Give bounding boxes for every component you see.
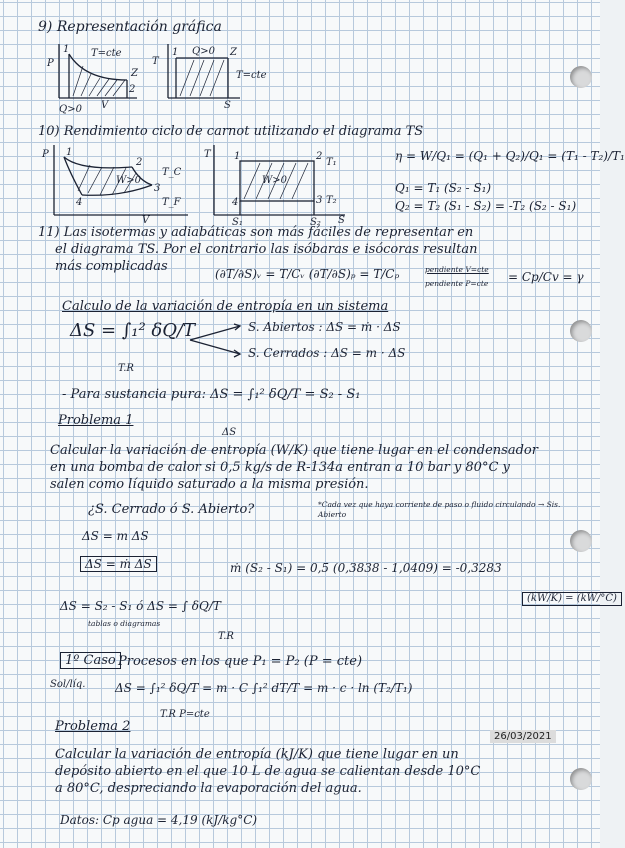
binder-hole — [570, 66, 592, 88]
slope-formulas: (∂T/∂S)ᵥ = T/Cᵥ (∂T/∂S)ₚ = T/Cₚ — [215, 267, 400, 281]
svg-text:3: 3 — [316, 195, 323, 206]
svg-text:4: 4 — [76, 197, 83, 208]
pv-diagram-isothermal — [45, 40, 140, 115]
date-label: 26/03/2021 — [490, 730, 556, 743]
svg-text:1: 1 — [172, 47, 179, 58]
svg-text:V: V — [101, 100, 109, 111]
problema1-line2: en una bomba de calor si 0,5 kg/s de R-134a entran a 10 bar y 80°C y — [50, 460, 510, 475]
svg-text:Z: Z — [131, 68, 138, 79]
svg-text:S: S — [338, 215, 345, 226]
caso1-text: Procesos en los que P₁ = P₂ (P = cte) — [118, 654, 363, 669]
svg-text:S₂: S₂ — [310, 217, 321, 228]
delta-s-integral: ΔS = ∫₁² δQ/T — [70, 320, 196, 341]
caso1-equation: ΔS = ∫₁² δQ/T = m · C ∫₁² dT/T = m · c · ln (T₂/T₁) — [115, 681, 413, 695]
problema2-data: Datos: Cp agua = 4,19 (kJ/kg°C) — [60, 813, 258, 827]
section-10-title: 10) Rendimiento ciclo de carnot utilizando el diagrama TS — [38, 124, 424, 139]
entropy-section-title: Calculo de la variación de entropía en un sistema — [62, 299, 389, 314]
svg-text:3: 3 — [154, 183, 161, 194]
svg-text:T=cte: T=cte — [91, 48, 122, 59]
axis-p: P — [47, 58, 54, 69]
svg-text:S: S — [224, 100, 231, 111]
binder-hole — [570, 768, 592, 790]
svg-text:T=cte: T=cte — [236, 70, 267, 81]
svg-text:S₁: S₁ — [232, 217, 243, 228]
pv-carnot-diagram — [40, 143, 190, 226]
svg-text:1: 1 — [66, 147, 73, 158]
binder-hole — [570, 320, 592, 342]
problema2-line1: Calcular la variación de entropía (kJ/K) que tiene lugar en un — [55, 747, 459, 762]
section-11-line1: 11) Las isotermas y adiabáticas son más fáciles de representar en — [38, 225, 474, 240]
svg-text:T_F: T_F — [162, 197, 181, 208]
slope-ratio-result: = Cp/Cv = γ — [508, 270, 584, 284]
svg-text:P: P — [42, 149, 49, 160]
slope-ratio-bottom: pendiente P=cte — [425, 279, 489, 288]
svg-text:T₁: T₁ — [326, 157, 337, 168]
problema1-line3: salen como líquido saturado a la misma presión. — [50, 477, 369, 492]
boxed-open-formula: ΔS = ṁ ΔS — [80, 556, 157, 572]
svg-text:2: 2 — [129, 84, 136, 95]
svg-text:T_C: T_C — [162, 167, 182, 178]
system-question: ¿S. Cerrado ó S. Abierto? — [88, 502, 255, 517]
open-system-note: *Cada vez que haya corriente de paso o fluido circulando → Sis. Abierto — [318, 500, 561, 519]
svg-text:T: T — [204, 149, 211, 160]
svg-text:V: V — [142, 215, 150, 226]
binder-hole — [570, 530, 592, 552]
section-9-title: 9) Representación gráfica — [38, 19, 222, 35]
svg-text:W>0: W>0 — [116, 175, 142, 186]
svg-text:Q>0: Q>0 — [59, 104, 82, 115]
svg-text:Z: Z — [230, 47, 237, 58]
svg-text:2: 2 — [136, 157, 143, 168]
ts-diagram-isothermal — [150, 42, 280, 110]
svg-text:Q>0: Q>0 — [192, 46, 215, 57]
carnot-efficiency: η = W/Q₁ = (Q₁ + Q₂)/Q₁ = (T₁ - T₂)/T₁ — [395, 149, 625, 163]
caso1-label: 1º Caso — [60, 652, 121, 669]
svg-text:T₂: T₂ — [326, 195, 337, 206]
problema2-label: Problema 2 — [55, 719, 131, 734]
svg-text:1: 1 — [63, 44, 70, 55]
svg-text:1: 1 — [234, 151, 241, 162]
closed-system-formula: S. Cerrados : ΔS = m · ΔS — [248, 346, 406, 360]
svg-text:W>0: W>0 — [262, 175, 288, 186]
branch-arrows — [188, 322, 248, 358]
problema2-line2: depósito abierto en el que 10 L de agua se calientan desde 10°C — [55, 764, 481, 779]
notebook-page: 9) Representación gráfica P T=cte Z 1 2 V Q>0 T Q>0 1 Z T=cte S 10) Rendimiento ciclo de carnot utilizando el diagrama TS P 1 2 3 4 T_C T_F V W>0 T W>0 1 2 3 4 T₁ T₂ S S₁ S₂ η = W/Q₁ = (Q₁ + Q₂)/Q₁ = (T₁ - T₂)/T₁ Q₁ = T₁ (S₂ - S₁) Q₂ = T₂ (S₁ - S₂) = -T₂ (S₂ - S₁) 11) Las isotermas y adiabáticas son más fáciles de representar en el diagrama TS. Por el contrario las isóbaras e isócoras resultan más complicadas (∂T/∂S)ᵥ = T/Cᵥ (∂T/∂S)ₚ = T/Cₚ pendiente V=cte pendiente P=cte = Cp/Cv = γ Calculo de la variación de entropía en un sistema ΔS = ∫₁² δQ/T T.R S. Abiertos : ΔS = ṁ · ΔS S. Cerrados : ΔS = m · ΔS - Para sustancia pura: ΔS = ∫₁² δQ/T = S₂ - S₁ Problema 1 ΔS Calcular la variación de entropía (W/K) que tiene lugar en el condensador en una bomba de calor si 0,5 kg/s de R-134a entran a 10 bar y 80°C y salen como líquido saturado a la misma presión. ¿S. Cerrado ó S. Abierto? *Cada vez que haya corriente de paso o fluido circulando → Sis. Abierto ΔS = m ΔS ΔS = ṁ ΔS ṁ (S₂ - S₁) = 0,5 (0,3838 - 1,0409) = -0,3283 (kW/K) = (kW/°C) ΔS = S₂ - S₁ ó ΔS = ∫ δQ/T tablas o diagramas T.R 1º Caso Procesos en los que P₁ = P₂ (P = cte) Sol/líq. ΔS = ∫₁² δQ/T = m · C ∫₁² dT/T = m · c · ln (T₂/T₁) T.R P=cte Problema 2 26/03/2021 Calcular la variación de entropía (kJ/K) que tiene lugar en un depósito abierto en el que 10 L de agua se calientan desde 10°C a 80°C, despreciando la evaporación del agua. Datos: Cp agua = 4,19 (kJ/kg°C) — [0, 0, 600, 848]
units-box: (kW/K) = (kW/°C) — [522, 592, 622, 606]
problema2-line3: a 80°C, despreciando la evaporación del agua. — [55, 781, 362, 796]
ts-carnot-diagram — [200, 143, 350, 228]
open-system-formula: S. Abiertos : ΔS = ṁ · ΔS — [248, 320, 401, 334]
heat-q2: Q₂ = T₂ (S₁ - S₂) = -T₂ (S₂ - S₁) — [395, 199, 577, 213]
section-11-line3: más complicadas — [55, 259, 168, 274]
problema1-line1: Calcular la variación de entropía (W/K) que tiene lugar en el condensador — [50, 443, 538, 458]
problema1-label: Problema 1 — [58, 413, 134, 428]
section-11-line2: el diagrama TS. Por el contrario las isóbaras e isócoras resultan — [55, 242, 478, 257]
heat-q1: Q₁ = T₁ (S₂ - S₁) — [395, 181, 492, 195]
pure-substance-line: - Para sustancia pura: ΔS = ∫₁² δQ/T = S₂ - S₁ — [62, 387, 361, 402]
entropy-result: ṁ (S₂ - S₁) = 0,5 (0,3838 - 1,0409) = -0,3283 — [230, 561, 502, 575]
slope-ratio-top: pendiente V=cte — [425, 265, 489, 274]
svg-text:4: 4 — [232, 197, 239, 208]
svg-text:2: 2 — [316, 151, 323, 162]
svg-text:T: T — [152, 56, 159, 67]
